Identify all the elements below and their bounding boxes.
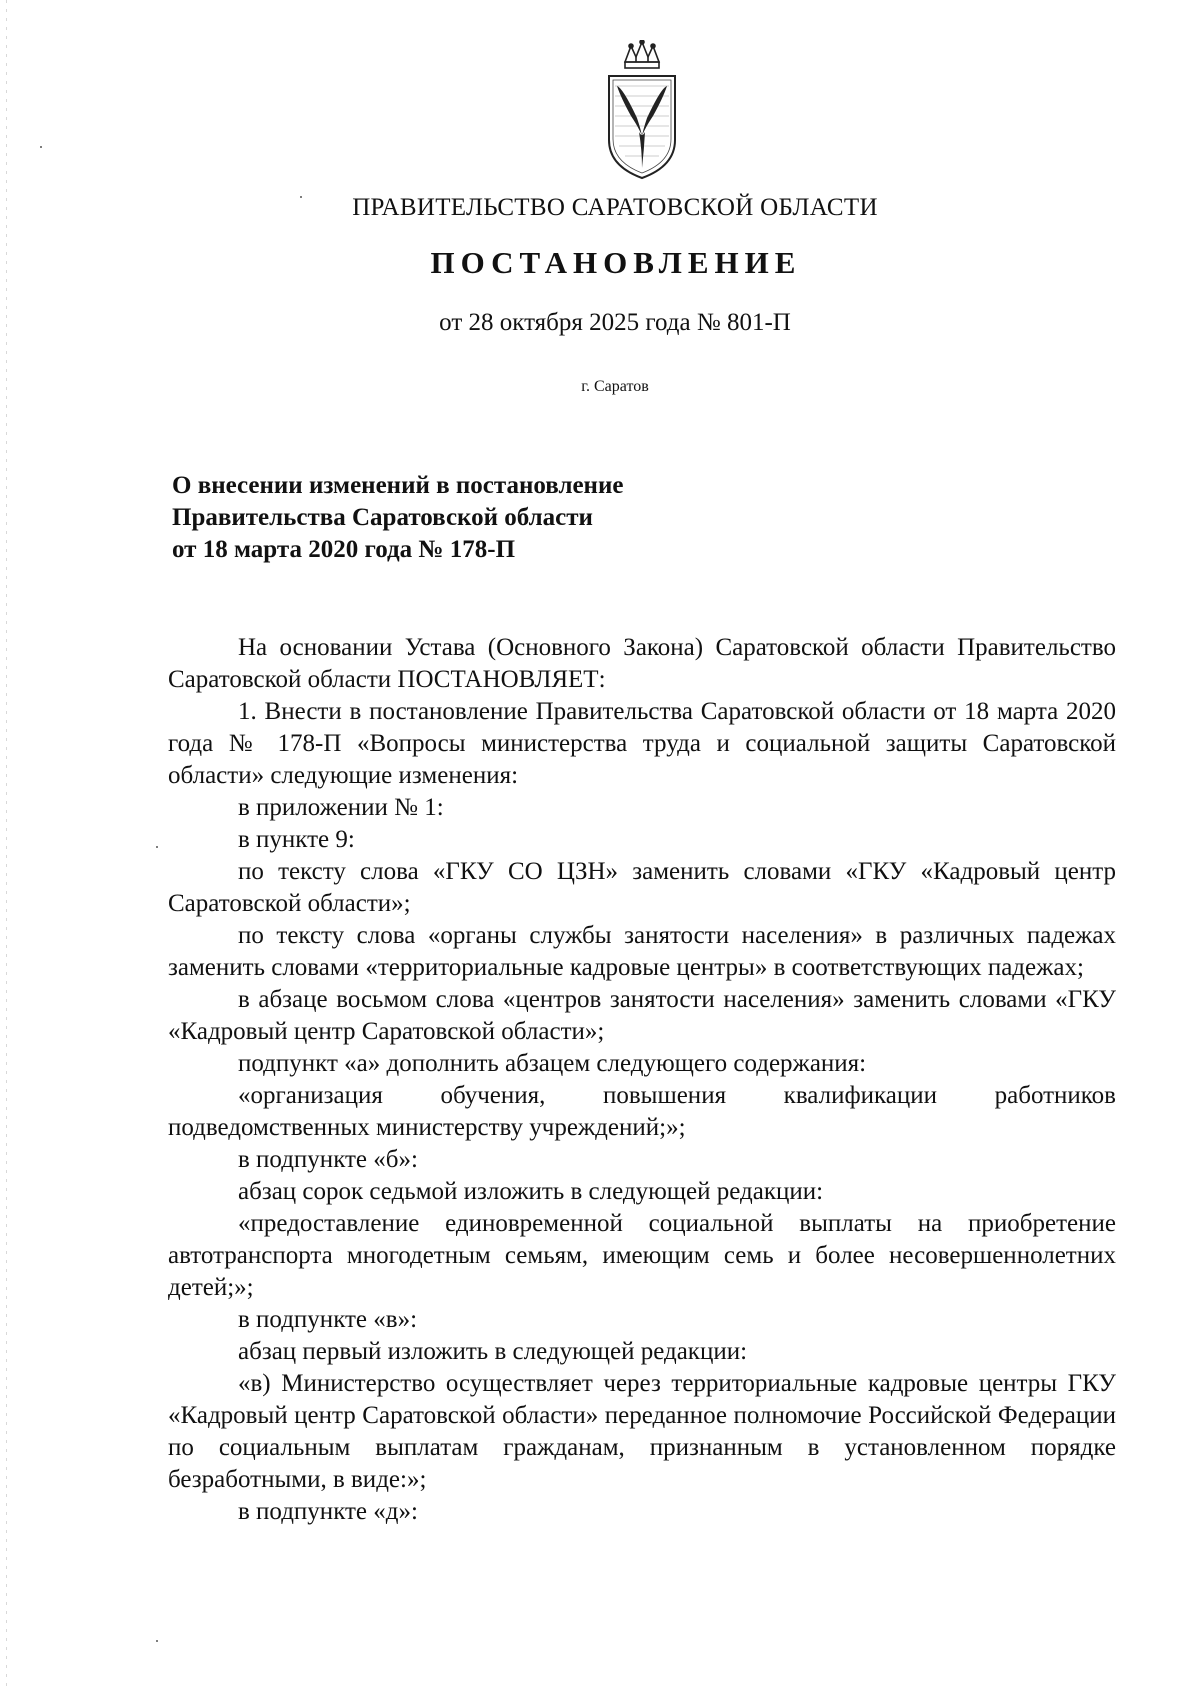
document-title (172, 470, 623, 566)
document-city: г. Саратов (581, 378, 649, 395)
body-paragraph: в абзаце восьмом слова «центров занятости населения» заменить словами «ГКУ «Кадровый центр Саратовской области»; (168, 986, 1116, 1045)
document-date-number: от 28 октября 2025 года № 801-П (439, 309, 791, 336)
document-body (168, 632, 1116, 1528)
document-title-line: Правительства Саратовской области (172, 504, 593, 531)
body-paragraph: в приложении № 1: (238, 794, 444, 821)
document-title-line: О внесении изменений в постановление (172, 472, 624, 499)
government-name: ПРАВИТЕЛЬСТВО САРАТОВСКОЙ ОБЛАСТИ (352, 194, 878, 221)
body-paragraph: «в) Министерство осуществляет через территориальные кадровые центры ГКУ «Кадровый центр Саратовской области» переданное полномочие Российской Федерации по социальным выплатам гражданам, признанным в установленном порядке безработными, в виде:»; (168, 1370, 1116, 1493)
document-title-line: от 18 марта 2020 года № 178-П (172, 536, 516, 563)
body-paragraph: абзац сорок седьмой изложить в следующей редакции: (238, 1178, 824, 1205)
body-paragraph: по тексту слова «ГКУ СО ЦЗН» заменить словами «ГКУ «Кадровый центр Саратовской области»; (168, 858, 1116, 917)
body-paragraph: подпункт «а» дополнить абзацем следующего содержания: (238, 1050, 867, 1077)
body-paragraph: в подпункте «д»: (238, 1498, 418, 1525)
body-paragraph: «предоставление единовременной социальной выплаты на приобретение автотранспорта многодетным семьям, имеющим семь и более несовершеннолетних детей;»; (168, 1210, 1116, 1301)
body-paragraph: в пункте 9: (238, 826, 355, 853)
body-paragraph: абзац первый изложить в следующей редакции: (238, 1338, 748, 1365)
body-paragraph: по тексту слова «органы службы занятости населения» в различных падежах заменить словами «территориальные кадровые центры» в соответствующих падежах; (168, 922, 1116, 981)
scan-dot (156, 1640, 158, 1642)
body-paragraph: в подпункте «б»: (238, 1146, 418, 1173)
body-paragraph: в подпункте «в»: (238, 1306, 418, 1333)
body-paragraph: «организация обучения, повышения квалификации работников подведомственных министерству учреждений;»; (168, 1082, 1116, 1141)
body-paragraph: 1. Внести в постановление Правительства Саратовской области от 18 марта 2020 года № 178-П «Вопросы министерства труда и социальной защиты Саратовской области» следующие изменения: (168, 698, 1116, 789)
scan-edge-artifact (6, 0, 7, 1691)
scan-dot (156, 846, 158, 848)
coat-of-arms-emblem (601, 40, 683, 180)
scan-dot (300, 196, 302, 198)
body-paragraph: На основании Устава (Основного Закона) Саратовской области Правительство Саратовской области ПОСТАНОВЛЯЕТ: (168, 634, 1116, 693)
document-type-heading: ПОСТАНОВЛЕНИЕ (430, 245, 802, 280)
scan-dot (40, 146, 42, 148)
